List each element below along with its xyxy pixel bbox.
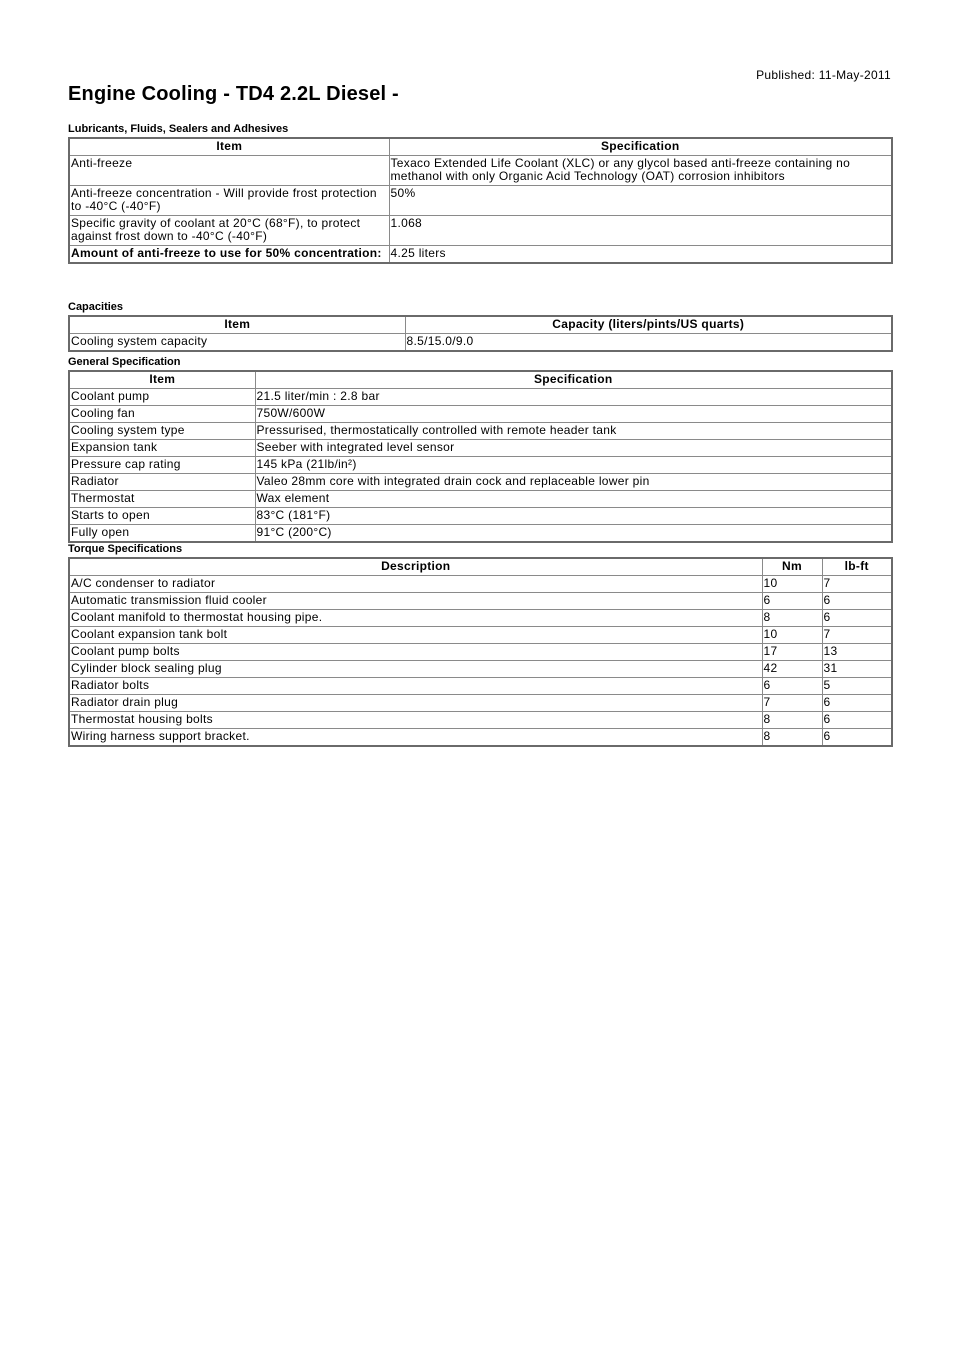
table-header-row bbox=[69, 371, 892, 389]
nm-cell: 6 bbox=[762, 678, 822, 695]
table-row bbox=[69, 246, 892, 264]
table-row bbox=[69, 695, 892, 712]
table-row bbox=[69, 491, 892, 508]
column-header: Item bbox=[69, 371, 255, 389]
column-header: Capacity (liters/pints/US quarts) bbox=[405, 316, 892, 334]
item-cell: Amount of anti-freeze to use for 50% concentration: bbox=[69, 246, 389, 264]
spec-cell: 50% bbox=[389, 186, 892, 216]
item-cell: Anti-freeze concentration - Will provide frost protection to -40°C (-40°F) bbox=[69, 186, 389, 216]
table-row bbox=[69, 186, 892, 216]
table-row bbox=[69, 525, 892, 543]
item-cell: Fully open bbox=[69, 525, 255, 543]
description-cell: Radiator bolts bbox=[69, 678, 762, 695]
table-row bbox=[69, 576, 892, 593]
table-row bbox=[69, 389, 892, 406]
spec-cell: 4.25 liters bbox=[389, 246, 892, 264]
nm-cell: 10 bbox=[762, 627, 822, 644]
table-row bbox=[69, 712, 892, 729]
published-date: Published: 11-May-2011 bbox=[756, 68, 891, 82]
lbft-cell: 7 bbox=[822, 627, 892, 644]
lbft-cell: 5 bbox=[822, 678, 892, 695]
item-cell: Specific gravity of coolant at 20°C (68°F), to protect against frost down to -40°C (-40°F) bbox=[69, 216, 389, 246]
column-header: Specification bbox=[389, 138, 892, 156]
description-cell: Radiator drain plug bbox=[69, 695, 762, 712]
spec-cell: 750W/600W bbox=[255, 406, 892, 423]
description-cell: A/C condenser to radiator bbox=[69, 576, 762, 593]
description-cell: Coolant expansion tank bolt bbox=[69, 627, 762, 644]
table-row bbox=[69, 610, 892, 627]
nm-cell: 8 bbox=[762, 729, 822, 747]
capacities-table bbox=[68, 315, 893, 352]
item-cell: Pressure cap rating bbox=[69, 457, 255, 474]
table-row bbox=[69, 508, 892, 525]
spec-cell: Pressurised, thermostatically controlled with remote header tank bbox=[255, 423, 892, 440]
description-cell: Thermostat housing bolts bbox=[69, 712, 762, 729]
item-cell: Thermostat bbox=[69, 491, 255, 508]
table-row bbox=[69, 334, 892, 352]
table-row bbox=[69, 678, 892, 695]
item-cell: Coolant pump bbox=[69, 389, 255, 406]
column-header: lb-ft bbox=[822, 558, 892, 576]
item-cell: Expansion tank bbox=[69, 440, 255, 457]
spec-cell: 83°C (181°F) bbox=[255, 508, 892, 525]
table-row bbox=[69, 661, 892, 678]
lubricants-table bbox=[68, 137, 893, 264]
column-header: Item bbox=[69, 138, 389, 156]
capacities-section bbox=[68, 301, 893, 352]
table-row bbox=[69, 644, 892, 661]
torque-heading: Torque Specifications bbox=[68, 543, 183, 555]
item-cell: Starts to open bbox=[69, 508, 255, 525]
general-section bbox=[68, 356, 893, 543]
nm-cell: 8 bbox=[762, 712, 822, 729]
description-cell: Cylinder block sealing plug bbox=[69, 661, 762, 678]
table-row bbox=[69, 156, 892, 186]
table-row bbox=[69, 406, 892, 423]
lbft-cell: 6 bbox=[822, 729, 892, 747]
general-heading: General Specification bbox=[68, 356, 181, 368]
lbft-cell: 6 bbox=[822, 610, 892, 627]
spec-cell: 1.068 bbox=[389, 216, 892, 246]
torque-table bbox=[68, 557, 893, 747]
table-row bbox=[69, 457, 892, 474]
spec-cell: Texaco Extended Life Coolant (XLC) or any glycol based anti-freeze containing no methanol with only Organic Acid Technology (OAT) corrosion inhibitors bbox=[389, 156, 892, 186]
lubricants-heading: Lubricants, Fluids, Sealers and Adhesives bbox=[68, 123, 289, 135]
description-cell: Wiring harness support bracket. bbox=[69, 729, 762, 747]
item-cell: Cooling fan bbox=[69, 406, 255, 423]
lbft-cell: 7 bbox=[822, 576, 892, 593]
table-row bbox=[69, 474, 892, 491]
description-cell: Automatic transmission fluid cooler bbox=[69, 593, 762, 610]
capacity-cell: 8.5/15.0/9.0 bbox=[405, 334, 892, 352]
spec-cell: Wax element bbox=[255, 491, 892, 508]
spec-cell: 145 kPa (21lb/in²) bbox=[255, 457, 892, 474]
lbft-cell: 13 bbox=[822, 644, 892, 661]
item-cell: Cooling system capacity bbox=[69, 334, 405, 352]
description-cell: Coolant pump bolts bbox=[69, 644, 762, 661]
spec-cell: 91°C (200°C) bbox=[255, 525, 892, 543]
table-header-row bbox=[69, 558, 892, 576]
table-row bbox=[69, 440, 892, 457]
nm-cell: 8 bbox=[762, 610, 822, 627]
table-row bbox=[69, 627, 892, 644]
item-cell: Anti-freeze bbox=[69, 156, 389, 186]
nm-cell: 10 bbox=[762, 576, 822, 593]
table-row bbox=[69, 423, 892, 440]
capacities-heading: Capacities bbox=[68, 301, 124, 313]
page-title: Engine Cooling - TD4 2.2L Diesel - bbox=[68, 83, 399, 105]
table-row bbox=[69, 593, 892, 610]
table-header-row bbox=[69, 138, 892, 156]
lubricants-section bbox=[68, 123, 893, 264]
table-row bbox=[69, 729, 892, 747]
item-cell: Cooling system type bbox=[69, 423, 255, 440]
lbft-cell: 6 bbox=[822, 695, 892, 712]
nm-cell: 7 bbox=[762, 695, 822, 712]
lbft-cell: 31 bbox=[822, 661, 892, 678]
column-header: Description bbox=[69, 558, 762, 576]
column-header: Item bbox=[69, 316, 405, 334]
spec-cell: 21.5 liter/min : 2.8 bar bbox=[255, 389, 892, 406]
nm-cell: 42 bbox=[762, 661, 822, 678]
torque-section bbox=[68, 543, 893, 747]
column-header: Specification bbox=[255, 371, 892, 389]
nm-cell: 6 bbox=[762, 593, 822, 610]
spec-cell: Valeo 28mm core with integrated drain cock and replaceable lower pin bbox=[255, 474, 892, 491]
description-cell: Coolant manifold to thermostat housing pipe. bbox=[69, 610, 762, 627]
general-table bbox=[68, 370, 893, 543]
spec-cell: Seeber with integrated level sensor bbox=[255, 440, 892, 457]
column-header: Nm bbox=[762, 558, 822, 576]
table-row bbox=[69, 216, 892, 246]
lbft-cell: 6 bbox=[822, 593, 892, 610]
item-cell: Radiator bbox=[69, 474, 255, 491]
lbft-cell: 6 bbox=[822, 712, 892, 729]
table-header-row bbox=[69, 316, 892, 334]
nm-cell: 17 bbox=[762, 644, 822, 661]
